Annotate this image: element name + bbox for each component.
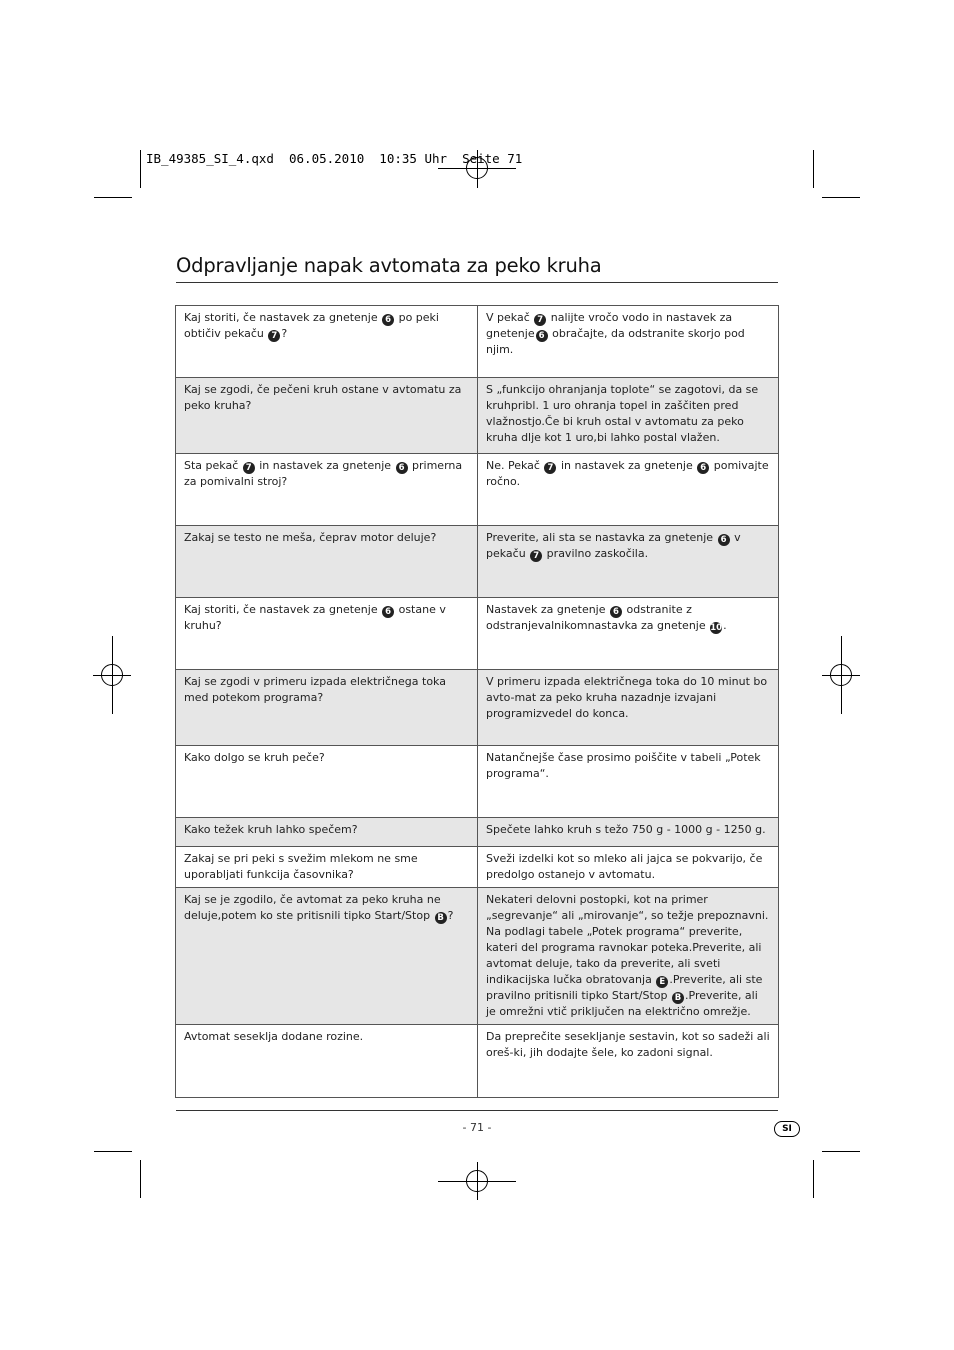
answer-cell	[478, 454, 779, 526]
crop-mark	[822, 197, 860, 198]
ref-number-icon: 6	[718, 534, 730, 546]
cell-text: po peki obtiči	[184, 311, 439, 340]
cell-text: .	[669, 973, 673, 986]
troubleshooting-table	[175, 305, 779, 1098]
ref-number-icon: 7	[268, 330, 280, 342]
table-row	[176, 454, 779, 526]
cell-text: Kaj storiti, če nastavek za gnetenje	[184, 603, 382, 616]
registration-circle	[466, 1170, 488, 1192]
answer-cell	[478, 847, 779, 888]
answer-cell	[478, 1025, 779, 1098]
ref-number-icon: 7	[243, 462, 255, 474]
answer-cell	[478, 746, 779, 818]
ref-number-icon: B	[672, 992, 684, 1004]
cell-text: pribl. 1 uro ohranja topel in zaščiten pred vlažnostjo.	[486, 399, 739, 428]
answer-cell	[478, 818, 779, 847]
cell-text: Spečete lahko kruh s težo 750 g - 1000 g - 1250 g.	[486, 823, 766, 836]
cell-text: Če bi kruh ostal v avtomatu za peko kruha dlje kot 1 uro,	[486, 415, 744, 444]
page-number: - 71 -	[462, 1121, 492, 1134]
answer-cell	[478, 378, 779, 454]
cell-text: v pekaču	[486, 531, 741, 560]
cell-text: nalijte vročo vodo in nastavek za gnetenje	[486, 311, 733, 340]
answer-cell	[478, 598, 779, 670]
ref-number-icon: 6	[382, 606, 394, 618]
cell-text: primerna za pomivalni stroj?	[184, 459, 463, 488]
cell-text: potem ko ste pritisnili tipko Start/Stop	[221, 909, 434, 922]
table-row	[176, 1025, 779, 1098]
table-row	[176, 746, 779, 818]
cell-text: izvedel do konca.	[532, 707, 629, 720]
cell-text: Preverite, ali avtomat deluje, tako da preverite, ali sveti indikacijska lučka obratovanja	[486, 941, 762, 986]
cell-text: obračajte, da odstranite skorjo pod njim.	[486, 327, 745, 356]
cell-text: ki, jih dodajte šele, ko zadoni signal.	[513, 1046, 713, 1059]
cell-text: .	[723, 619, 727, 632]
ref-number-icon: 6	[382, 314, 394, 326]
title-divider	[176, 282, 778, 283]
cell-text: Kako težek kruh lahko spečem?	[184, 823, 358, 836]
ref-number-icon: 7	[530, 550, 542, 562]
question-cell	[176, 454, 478, 526]
language-badge: SI	[774, 1121, 800, 1137]
cell-text: Preverite, ali sta se nastavka za gnetenje	[486, 531, 717, 544]
cell-text: V primeru izpada električnega toka do 10 minut bo avto-	[486, 675, 768, 704]
crop-mark	[140, 1160, 141, 1198]
cell-text: Zakaj se testo ne meša, čeprav motor deluje?	[184, 531, 437, 544]
cell-text: Kaj se je zgodilo, če avtomat za peko kruha ne deluje,	[184, 893, 441, 922]
question-cell	[176, 847, 478, 888]
cell-text: in nastavek za gnetenje	[255, 459, 395, 472]
table-row	[176, 888, 779, 1025]
table-row	[176, 306, 779, 378]
ref-number-icon: 6	[697, 462, 709, 474]
question-cell	[176, 670, 478, 746]
cell-text: in nastavek za gnetenje	[557, 459, 697, 472]
question-cell	[176, 526, 478, 598]
cell-text: ?	[447, 909, 454, 922]
cell-text: Da preprečite sesekljanje sestavin, kot so sadeži ali oreš-	[486, 1030, 770, 1059]
cell-text: Preverite, ali ste pravilno pritisnili tipko Start/Stop	[486, 973, 763, 1002]
answer-cell	[478, 670, 779, 746]
cell-text: Natančnejše čase prosimo poiščite v tabeli „Potek programa“.	[486, 751, 761, 780]
cell-text: odstranite z odstranjevalnikom	[486, 603, 692, 632]
cell-text: nastavka za gnetenje	[587, 619, 710, 632]
question-cell	[176, 306, 478, 378]
question-cell	[176, 818, 478, 847]
cell-text: ?	[281, 327, 288, 340]
cell-text: Sta pekač	[184, 459, 242, 472]
cell-text: Preverite, ali je omrežni vtič priključen na električno omrežje.	[486, 989, 758, 1018]
crop-mark	[813, 1160, 814, 1198]
ref-number-icon: B	[435, 912, 447, 924]
ref-number-icon: 10	[710, 623, 723, 633]
table-row	[176, 670, 779, 746]
question-cell	[176, 378, 478, 454]
cell-text: ostane v kruhu?	[184, 603, 446, 632]
ref-number-icon: 7	[534, 314, 546, 326]
page-title: Odpravljanje napak avtomata za peko kruha	[176, 254, 602, 277]
cell-text: bi lahko postal vlažen.	[596, 431, 720, 444]
cell-text: mat za peko kruha nazadnje izvajani program	[486, 691, 717, 720]
ref-number-icon: 6	[536, 330, 548, 342]
cell-text: v pekaču	[214, 327, 268, 340]
footer-divider	[176, 1110, 778, 1111]
cell-text: Kaj se zgodi, če pečeni kruh ostane v avtomatu za peko kruha?	[184, 383, 462, 412]
crop-mark	[94, 1151, 132, 1152]
answer-cell	[478, 306, 779, 378]
cell-text: V pekač	[486, 311, 534, 324]
table-row	[176, 378, 779, 454]
cell-text: Kako dolgo se kruh peče?	[184, 751, 325, 764]
ref-number-icon: 7	[544, 462, 556, 474]
answer-cell	[478, 888, 779, 1025]
cell-text: Kaj storiti, če nastavek za gnetenje	[184, 311, 382, 324]
ref-number-icon: E	[656, 976, 668, 988]
table-row	[176, 526, 779, 598]
crop-mark	[813, 150, 814, 188]
registration-circle	[830, 664, 852, 686]
cell-text: Ne. Pekač	[486, 459, 544, 472]
table-row	[176, 818, 779, 847]
question-cell	[176, 598, 478, 670]
answer-cell	[478, 526, 779, 598]
cell-text: Sveži izdelki kot so mleko ali jajca se pokvarijo, če predolgo ostanejo v avtomatu.	[486, 852, 763, 881]
cell-text: Zakaj se pri peki s svežim mlekom ne sme uporabljati funkcija časovnika?	[184, 852, 418, 881]
ref-number-icon: 6	[610, 606, 622, 618]
cell-text: Avtomat seseklja dodane rozine.	[184, 1030, 364, 1043]
cell-text: Nastavek za gnetenje	[486, 603, 610, 616]
question-cell	[176, 1025, 478, 1098]
registration-circle	[101, 664, 123, 686]
table-row	[176, 847, 779, 888]
cell-text: Kaj se zgodi v primeru izpada električnega toka med potekom programa?	[184, 675, 446, 704]
crop-mark	[94, 197, 132, 198]
ref-number-icon: 6	[396, 462, 408, 474]
cell-text: S „funkcijo ohranjanja toplote“ se zagotovi, da se kruh	[486, 383, 759, 412]
question-cell	[176, 888, 478, 1025]
cell-text: pomivajte ročno.	[486, 459, 769, 488]
cell-text: .	[685, 989, 689, 1002]
table-row	[176, 598, 779, 670]
cell-text: Nekateri delovni postopki, kot na primer „segrevanje“ ali „mirovanje“, so težje prepoznavni. Na podlagi tabele „Potek programa“ preverite, kateri del programa ravnokar poteka.	[486, 893, 769, 954]
cell-text: pravilno zaskočila.	[543, 547, 649, 560]
crop-mark	[140, 150, 141, 188]
crop-mark	[822, 1151, 860, 1152]
file-slug: IB_49385_SI_4.qxd 06.05.2010 10:35 Uhr Seite 71	[146, 151, 523, 166]
question-cell	[176, 746, 478, 818]
